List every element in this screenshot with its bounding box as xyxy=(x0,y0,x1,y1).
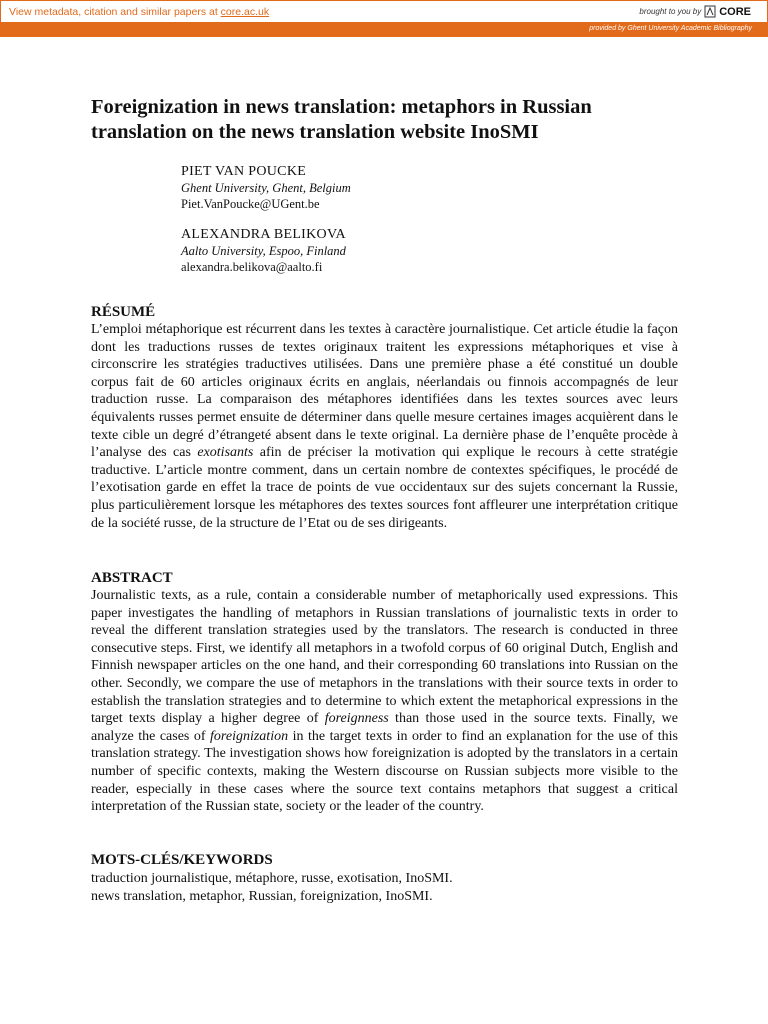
resume-paragraph xyxy=(91,321,678,532)
core-banner xyxy=(0,0,768,23)
core-provided-text: provided by Ghent University Academic Bibliography xyxy=(589,25,752,32)
keywords-fr: traduction journalistique, métaphore, russe, exotisation, InoSMI. xyxy=(91,871,453,886)
core-provided-bar xyxy=(0,22,768,37)
abstract-emphasis-2: foreignization xyxy=(210,728,289,744)
author-name: PIET VAN POUCKE xyxy=(181,164,307,179)
abstract-emphasis-1: foreignness xyxy=(324,711,389,727)
keywords-heading: MOTS-CLÉS/KEYWORDS xyxy=(91,852,273,868)
author-block-1 xyxy=(181,163,351,212)
abstract-text-b: than those used in the source texts. Finally, we analyze the cases of xyxy=(91,711,678,744)
resume-text-b: afin de préciser la motivation qui explique le recours à cette stratégie traductive. L’article montre comment, dans un certain nombre de contextes spécifiques, le procédé de l’exotisation garde en effet la trace de points de vue occidentaux sur des sujets concernant la Russie, plus particulièrement lorsque les métaphores des textes sources font affleurer une interprétation critique de la société russe, de la structure de l’Etat ou de ses dirigeants. xyxy=(91,445,678,531)
resume-emphasis: exotisants xyxy=(197,445,254,461)
keywords-en: news translation, metaphor, Russian, foreignization, InoSMI. xyxy=(91,889,433,904)
abstract-text-c: in the target texts in order to find an explanation for the use of this translation strategy. The investigation shows how foreignization is adopted by the translators in a certain number of specific contexts, making the Western discourse on Russian subjects more visible to the reader, especially in these cases where the source text contains metaphors that suggest a critical interpretation of the Russian state, society or the leader of the country. xyxy=(91,728,678,815)
abstract-text-a: Journalistic texts, as a rule, contain a considerable number of metaphorically used expressions. This paper investigates the handling of metaphors in Russian translations of journalistic texts in order to reveal the different translation strategies used by the translators. The research is conducted in three consecutive steps. First, we identify all metaphors in a twofold corpus of 60 original Dutch, English and Finnish newspaper articles on the one hand, and their corresponding 60 translations into Russian on the other. Secondly, we compare the use of metaphors in the translations with their source texts in order to establish the translation strategies and to determine to which extent the metaphorical expressions in the target texts display a higher degree of xyxy=(91,588,678,727)
author-email: alexandra.belikova@aalto.fi xyxy=(181,260,323,274)
core-logo-text: CORE xyxy=(719,5,751,18)
core-link[interactable]: core.ac.uk xyxy=(220,6,270,18)
author-affiliation: Ghent University, Ghent, Belgium xyxy=(181,181,351,195)
core-brought-by[interactable] xyxy=(639,5,751,18)
author-affiliation: Aalto University, Espoo, Finland xyxy=(181,244,346,258)
abstract-heading: ABSTRACT xyxy=(91,570,173,586)
abstract-paragraph xyxy=(91,587,678,816)
resume-text-a: L’emploi métaphorique est récurrent dans les textes à caractère journalistique. Cet article étudie la façon dont les traductions russes de textes originaux traitent les expressions métaphoriques et vise à circonscrire les stratégies traductives utilisées. Dans une première phase a été constitué un double corpus fait de 60 articles originaux écrits en anglais, néerlandais ou finnois accompagnés de leur traduction russe. La comparaison des métaphores identifiées dans les textes sources avec leurs équivalents russes permet ensuite de déterminer dans quelle mesure certaines images acquièrent dans le texte cible un degré d’étrangeté absent dans le texte original. La dernière phase de l’enquête procède à l’analyse des cas xyxy=(91,322,678,461)
paper-title: Foreignization in news translation: metaphors in Russian translation on the news translation website InoSMI xyxy=(91,96,592,143)
author-block-2 xyxy=(181,226,346,275)
resume-heading: RÉSUMÉ xyxy=(91,304,156,320)
core-brought-text: brought to you by xyxy=(639,7,702,16)
core-view-prefix: View metadata, citation and similar papers at xyxy=(9,6,221,18)
author-name: ALEXANDRA BELIKOVA xyxy=(181,227,346,242)
core-metadata-link-text[interactable] xyxy=(9,6,269,18)
core-logo-icon xyxy=(704,5,716,18)
author-email: Piet.VanPoucke@UGent.be xyxy=(181,197,320,211)
